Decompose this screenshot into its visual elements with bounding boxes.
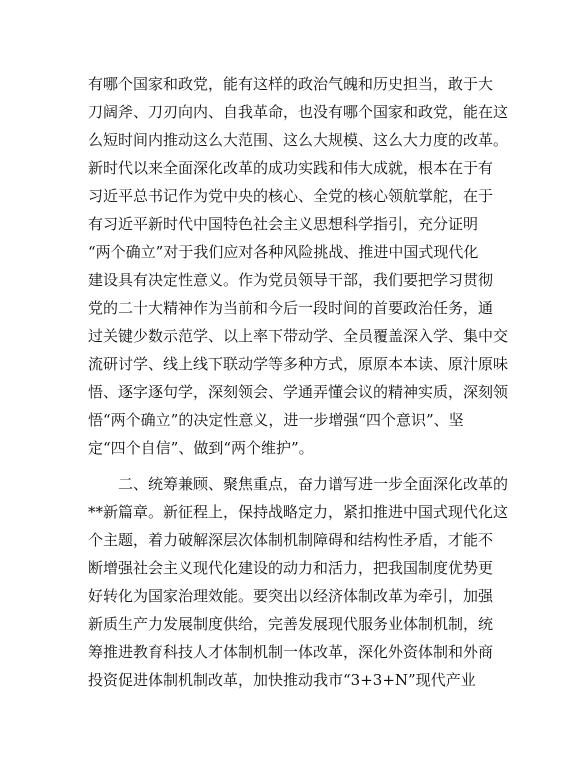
text-line: 党的二十大精神作为当前和今后一段时间的首要政治任务，通 xyxy=(88,299,494,317)
text-line: 习近平总书记作为党中央的核心、全党的核心领航掌舵，在于 xyxy=(88,187,494,205)
text-line: 建设具有决定性意义。作为党员领导干部，我们要把学习贯彻 xyxy=(88,271,494,289)
text-line: 有哪个国家和政党，能有这样的政治气魄和历史担当，敢于大 xyxy=(88,75,494,93)
text-line: 悟、逐字逐句学，深刻领会、学通弄懂会议的精神实质，深刻领 xyxy=(88,383,508,401)
text-line: 定“四个自信”、做到“两个维护”。 xyxy=(88,439,314,457)
text-line: 断增强社会主义现代化建设的动力和活力，把我国制度优势更 xyxy=(88,559,494,577)
text-line: 有习近平新时代中国特色社会主义思想科学指引，充分证明 xyxy=(88,215,479,233)
text-line: 新时代以来全面深化改革的成功实践和伟大成就，根本在于有 xyxy=(88,159,494,177)
section-heading-line: 二、统筹兼顾、聚焦重点，奋力谱写进一步全面深化改革的 xyxy=(118,475,508,493)
text-line: 刀阔斧、刀刃向内、自我革命，也没有哪个国家和政党，能在这 xyxy=(88,103,508,121)
text-line: 新质生产力发展制度供给，完善发展现代服务业体制机制，统 xyxy=(88,615,494,633)
text-line: “两个确立”对于我们应对各种风险挑战、推进中国式现代化 xyxy=(88,243,479,261)
text-line: 个主题，着力破解深层次体制机制障碍和结构性矛盾，才能不 xyxy=(88,531,494,549)
text-line: 投资促进体制机制改革，加快推动我市“3+3+N”现代产业 xyxy=(88,671,476,689)
text-line: 过关键少数示范学、以上率下带动学、全员覆盖深入学、集中交 xyxy=(88,327,508,345)
text-line: 筹推进教育科技人才体制机制一体改革，深化外资体制和外商 xyxy=(88,643,494,661)
text-line: 流研讨学、线上线下联动学等多种方式，原原本本读、原汁原味 xyxy=(88,355,508,373)
text-line: 悟“两个确立”的决定性意义，进一步增强“四个意识”、坚 xyxy=(88,411,464,429)
text-line: 么短时间内推动这么大范围、这么大规模、这么大力度的改革。 xyxy=(88,131,508,149)
text-line: 好转化为国家治理效能。要突出以经济体制改革为牵引，加强 xyxy=(88,587,494,605)
text-line: **新篇章。新征程上，保持战略定力，紧扣推进中国式现代化这 xyxy=(88,503,508,521)
